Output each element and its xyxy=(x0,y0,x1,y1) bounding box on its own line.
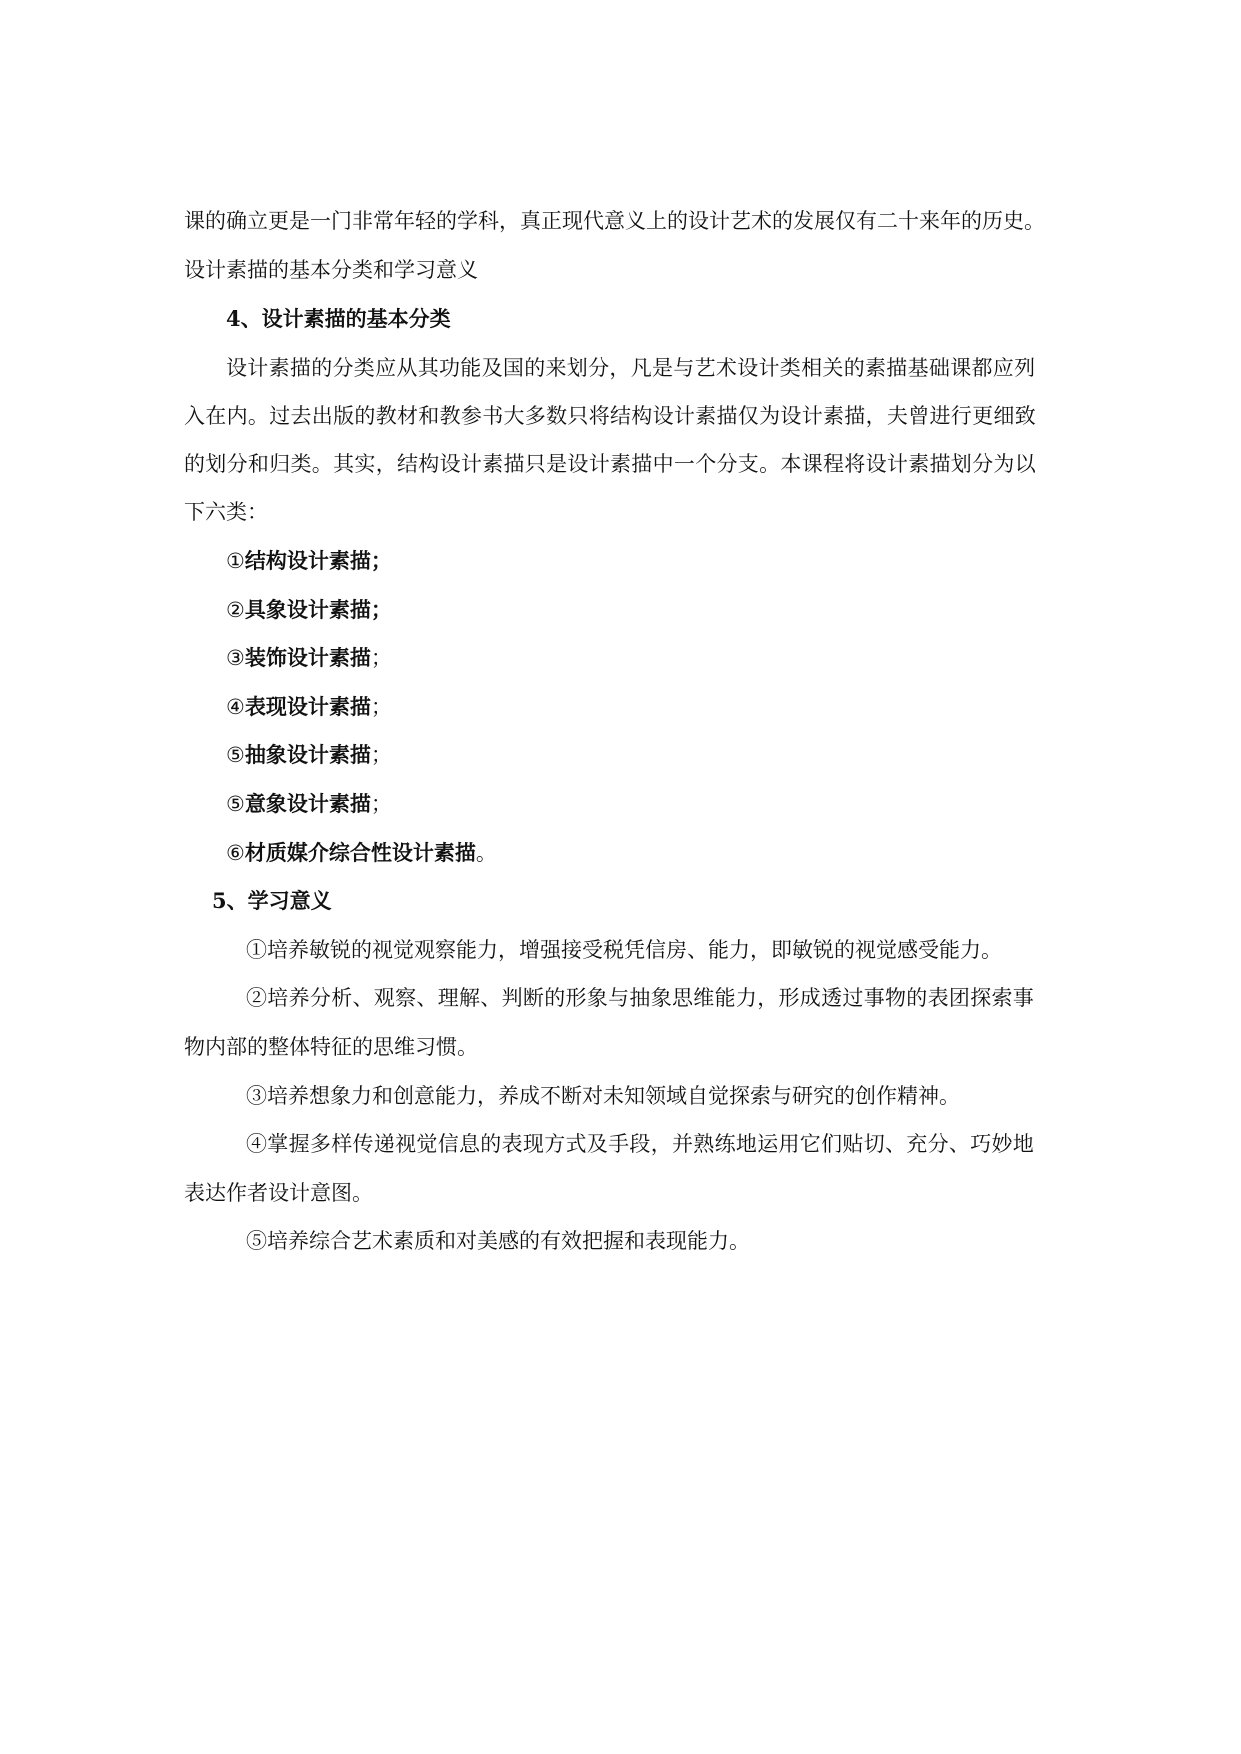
significance-line-1: ①培养敏锐的视觉观察能力，增强接受税凭信房、能力，即敏锐的视觉感受能力。 xyxy=(246,938,1002,962)
category-punct: ； xyxy=(370,695,392,719)
category-punct: 。 xyxy=(475,841,497,865)
significance-line-5: ④掌握多样传递视觉信息的表现方式及手段，并熟练地运用它们贴切、充分、巧妙地 xyxy=(246,1132,1035,1156)
significance-line-4: ③培养想象力和创意能力，养成不断对未知领域自觉探索与研究的创作精神。 xyxy=(246,1084,960,1108)
category-text: 装饰设计素描 xyxy=(244,645,371,670)
category-punct: ； xyxy=(370,548,392,573)
section4-para-line-1: 设计素描的分类应从其功能及国的来划分，凡是与艺术设计类相关的素描基础课都应列 xyxy=(226,356,1036,380)
section4-para-line-4: 下六类： xyxy=(184,500,268,524)
intro-line-2: 设计素描的基本分类和学习意义 xyxy=(184,258,478,282)
category-marker: ⑥ xyxy=(226,841,245,865)
category-item xyxy=(226,838,497,868)
section5-heading: 5、学习意义 xyxy=(212,888,332,913)
category-item xyxy=(226,643,392,673)
category-text: 抽象设计素描 xyxy=(244,742,371,767)
category-punct: ； xyxy=(370,597,392,622)
category-text: 表现设计素描 xyxy=(244,694,371,719)
significance-line-2: ②培养分析、观察、理解、判断的形象与抽象思维能力，形成透过事物的表团探索事 xyxy=(246,986,1035,1010)
significance-line-7: ⑤培养综合艺术素质和对美感的有效把握和表现能力。 xyxy=(246,1229,750,1253)
category-item xyxy=(226,789,392,819)
category-marker: ⑤ xyxy=(226,743,245,767)
category-item xyxy=(226,546,392,576)
intro-line-1: 课的确立更是一门非常年轻的学科，真正现代意义上的设计艺术的发展仅有二十来年的历史。 xyxy=(184,209,1045,233)
significance-line-6: 表达作者设计意图。 xyxy=(184,1181,373,1205)
category-marker: ④ xyxy=(226,695,245,719)
category-text: 结构设计素描 xyxy=(244,548,371,573)
category-punct: ； xyxy=(370,743,392,767)
category-text: 意象设计素描 xyxy=(244,791,371,816)
category-marker: ⑤ xyxy=(226,792,245,816)
category-punct: ； xyxy=(370,792,392,816)
category-punct: ； xyxy=(370,646,392,670)
category-item xyxy=(226,692,392,722)
category-marker: ① xyxy=(226,549,245,573)
section4-para-line-2: 入在内。过去出版的教材和教参书大多数只将结构设计素描仅为设计素描，夫曾进行更细致 xyxy=(184,404,1036,428)
section4-heading: 4、设计素描的基本分类 xyxy=(226,306,451,331)
section4-para-line-3: 的划分和归类。其实，结构设计素描只是设计素描中一个分支。本课程将设计素描划分为以 xyxy=(184,452,1036,476)
category-marker: ② xyxy=(226,598,245,622)
category-item xyxy=(226,595,392,625)
category-text: 具象设计素描 xyxy=(244,597,371,622)
category-item xyxy=(226,740,392,770)
category-marker: ③ xyxy=(226,646,245,670)
category-text: 材质媒介综合性设计素描 xyxy=(244,840,476,865)
significance-line-3: 物内部的整体特征的思维习惯。 xyxy=(184,1035,478,1059)
